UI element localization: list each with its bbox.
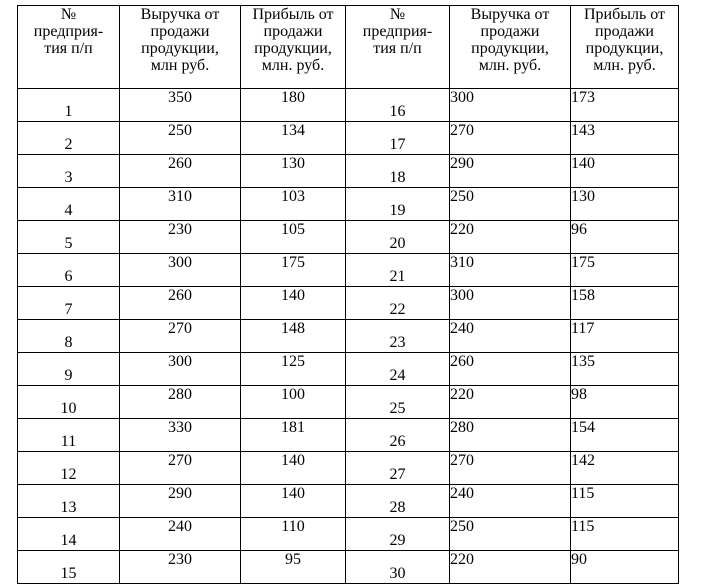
right-enterprise-number: 27 [346,452,450,485]
left-profit-cell: 140 [241,287,346,320]
table-row [18,419,679,452]
table-row [18,122,679,155]
table-row [18,320,679,353]
left-revenue-cell: 330 [120,419,241,452]
left-enterprise-number: 12 [18,452,120,485]
right-enterprise-number: 29 [346,518,450,551]
left-enterprise-number: 15 [18,551,120,584]
left-enterprise-number: 4 [18,188,120,221]
table-header-row [18,6,679,89]
left-enterprise-number: 13 [18,485,120,518]
table-row [18,452,679,485]
right-revenue-cell: 240 [450,320,571,353]
left-revenue-cell: 290 [120,485,241,518]
enterprise-data-table [17,5,679,584]
right-enterprise-number: 23 [346,320,450,353]
right-profit-cell: 140 [571,155,679,188]
table-row [18,254,679,287]
table-row [18,485,679,518]
right-profit-cell: 143 [571,122,679,155]
table-row [18,353,679,386]
right-revenue-cell: 220 [450,221,571,254]
right-profit-cell: 96 [571,221,679,254]
right-profit-cell: 90 [571,551,679,584]
right-profit-cell: 115 [571,518,679,551]
right-revenue-cell: 240 [450,485,571,518]
table-row [18,287,679,320]
left-profit-cell: 180 [241,89,346,122]
right-revenue-cell: 270 [450,452,571,485]
left-profit-cell: 140 [241,452,346,485]
left-enterprise-number: 6 [18,254,120,287]
left-revenue-cell: 260 [120,287,241,320]
right-enterprise-number: 20 [346,221,450,254]
table-row [18,155,679,188]
right-enterprise-number: 22 [346,287,450,320]
right-revenue-cell: 290 [450,155,571,188]
right-enterprise-number: 26 [346,419,450,452]
right-revenue-cell: 270 [450,122,571,155]
right-enterprise-number: 21 [346,254,450,287]
left-revenue-cell: 260 [120,155,241,188]
left-revenue-cell: 250 [120,122,241,155]
left-enterprise-number: 14 [18,518,120,551]
left-profit-cell: 175 [241,254,346,287]
right-revenue-cell: 220 [450,386,571,419]
left-enterprise-number: 9 [18,353,120,386]
left-revenue-cell: 230 [120,221,241,254]
left-revenue-cell: 270 [120,452,241,485]
left-revenue-cell: 350 [120,89,241,122]
left-profit-cell: 95 [241,551,346,584]
left-revenue-cell: 270 [120,320,241,353]
left-profit-cell: 125 [241,353,346,386]
left-profit-cell: 181 [241,419,346,452]
left-profit-cell: 148 [241,320,346,353]
table-row [18,518,679,551]
right-profit-cell: 135 [571,353,679,386]
header-left-profit: Прибыль от продажи продукции, млн. руб. [241,6,346,89]
right-profit-cell: 130 [571,188,679,221]
right-enterprise-number: 19 [346,188,450,221]
header-left-enterprise-number: № предприя- тия п/п [18,6,120,89]
table-row [18,551,679,584]
left-enterprise-number: 10 [18,386,120,419]
right-profit-cell: 117 [571,320,679,353]
left-enterprise-number: 8 [18,320,120,353]
table-row [18,221,679,254]
table-row [18,188,679,221]
left-profit-cell: 103 [241,188,346,221]
left-enterprise-number: 11 [18,419,120,452]
right-revenue-cell: 220 [450,551,571,584]
right-enterprise-number: 16 [346,89,450,122]
left-revenue-cell: 300 [120,254,241,287]
left-profit-cell: 100 [241,386,346,419]
table-body [18,89,679,584]
right-revenue-cell: 300 [450,287,571,320]
right-revenue-cell: 310 [450,254,571,287]
left-profit-cell: 110 [241,518,346,551]
left-profit-cell: 140 [241,485,346,518]
left-enterprise-number: 1 [18,89,120,122]
right-enterprise-number: 28 [346,485,450,518]
left-revenue-cell: 310 [120,188,241,221]
header-right-enterprise-number: № предприя- тия п/п [346,6,450,89]
right-profit-cell: 142 [571,452,679,485]
left-revenue-cell: 280 [120,386,241,419]
right-profit-cell: 98 [571,386,679,419]
right-profit-cell: 115 [571,485,679,518]
left-profit-cell: 134 [241,122,346,155]
right-revenue-cell: 280 [450,419,571,452]
left-profit-cell: 105 [241,221,346,254]
right-enterprise-number: 17 [346,122,450,155]
right-enterprise-number: 25 [346,386,450,419]
left-enterprise-number: 3 [18,155,120,188]
right-profit-cell: 154 [571,419,679,452]
right-profit-cell: 158 [571,287,679,320]
left-enterprise-number: 5 [18,221,120,254]
right-enterprise-number: 30 [346,551,450,584]
left-enterprise-number: 2 [18,122,120,155]
left-revenue-cell: 300 [120,353,241,386]
table-row [18,386,679,419]
left-profit-cell: 130 [241,155,346,188]
table-row [18,89,679,122]
right-revenue-cell: 250 [450,188,571,221]
right-enterprise-number: 18 [346,155,450,188]
right-enterprise-number: 24 [346,353,450,386]
left-revenue-cell: 240 [120,518,241,551]
right-revenue-cell: 260 [450,353,571,386]
header-left-revenue: Выручка от продажи продукции, млн руб. [120,6,241,89]
header-right-revenue: Выручка от продажи продукции, млн. руб. [450,6,571,89]
right-revenue-cell: 300 [450,89,571,122]
right-profit-cell: 173 [571,89,679,122]
left-enterprise-number: 7 [18,287,120,320]
right-profit-cell: 175 [571,254,679,287]
left-revenue-cell: 230 [120,551,241,584]
right-revenue-cell: 250 [450,518,571,551]
header-right-profit: Прибыль от продажи продукции, млн. руб. [571,6,679,89]
